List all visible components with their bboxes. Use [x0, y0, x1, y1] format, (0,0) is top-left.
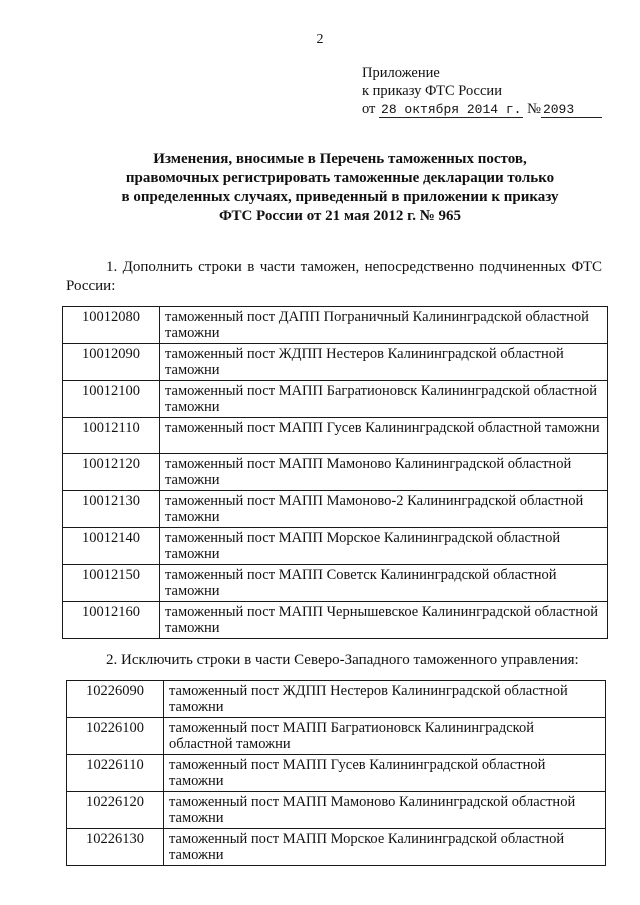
order-date: 28 октября 2014 г.: [381, 102, 522, 117]
post-code: 10012120: [63, 454, 160, 491]
table-row: [63, 528, 608, 565]
post-name: таможенный пост МАПП Советск Калининградской областной таможни: [160, 565, 608, 602]
post-code: 10226120: [67, 792, 164, 829]
post-code: 10012160: [63, 602, 160, 639]
post-code: 10226100: [67, 718, 164, 755]
table-row: [63, 381, 608, 418]
table-row: [63, 565, 608, 602]
post-name: таможенный пост МАПП Гусев Калининградской областной таможни: [160, 418, 608, 454]
post-code: 10012150: [63, 565, 160, 602]
post-name: таможенный пост МАПП Морское Калининградской областной таможни: [160, 528, 608, 565]
post-code: 10226090: [67, 681, 164, 718]
date-prefix: от: [362, 101, 376, 117]
table-row: [67, 718, 606, 755]
number-prefix: №: [527, 101, 541, 117]
post-name: таможенный пост МАПП Морское Калининградской областной таможни: [164, 829, 606, 866]
page-number: 2: [316, 32, 324, 47]
order-number: 2093: [541, 102, 602, 118]
table-row: [67, 681, 606, 718]
post-name: таможенный пост ДАПП Пограничный Калининградской областной таможни: [160, 307, 608, 344]
post-code: 10226130: [67, 829, 164, 866]
post-name: таможенный пост МАПП Чернышевское Калининградской областной таможни: [160, 602, 608, 639]
post-code: 10012140: [63, 528, 160, 565]
post-name: таможенный пост МАПП Мамоново-2 Калининградской областной таможни: [160, 491, 608, 528]
post-code: 10012080: [63, 307, 160, 344]
table-row: [67, 755, 606, 792]
post-name: таможенный пост ЖДПП Нестеров Калининградской областной таможни: [164, 681, 606, 718]
table-row: [63, 307, 608, 344]
table-row: [67, 829, 606, 866]
post-name: таможенный пост МАПП Мамоново Калининградской областной таможни: [160, 454, 608, 491]
post-name: таможенный пост ЖДПП Нестеров Калининградской областной таможни: [160, 344, 608, 381]
document-title: Изменения, вносимые в Перечень таможенных постов, правомочных регистрировать таможенные декларации только в определенных случаях, приведенный в приложении к приказу ФТС России от 21 мая 2012 г. № 965: [121, 151, 559, 224]
table-row: [63, 344, 608, 381]
table-row: [63, 602, 608, 639]
table-row: [63, 418, 608, 454]
customs-posts-remove-table: [66, 680, 606, 866]
appendix-order-ref: к приказу ФТС России: [362, 83, 502, 99]
customs-posts-add-table: [62, 306, 608, 639]
section-1-text: 1. Дополнить строки в части таможен, непосредственно подчиненных ФТС России:: [66, 259, 602, 294]
appendix-header: [362, 64, 602, 119]
appendix-date-line: [362, 100, 602, 119]
post-code: 10012110: [63, 418, 160, 454]
table-row: [67, 792, 606, 829]
table-row: [63, 491, 608, 528]
post-code: 10012090: [63, 344, 160, 381]
post-code: 10226110: [67, 755, 164, 792]
post-name: таможенный пост МАПП Багратионовск Калининградской областной таможни: [164, 718, 606, 755]
section-2-text: 2. Исключить строки в части Северо-Западного таможенного управления:: [106, 652, 579, 668]
post-code: 10012100: [63, 381, 160, 418]
table-row: [63, 454, 608, 491]
post-name: таможенный пост МАПП Мамоново Калининградской областной таможни: [164, 792, 606, 829]
post-name: таможенный пост МАПП Багратионовск Калининградской областной таможни: [160, 381, 608, 418]
post-name: таможенный пост МАПП Гусев Калининградской областной таможни: [164, 755, 606, 792]
appendix-label: Приложение: [362, 65, 440, 81]
post-code: 10012130: [63, 491, 160, 528]
